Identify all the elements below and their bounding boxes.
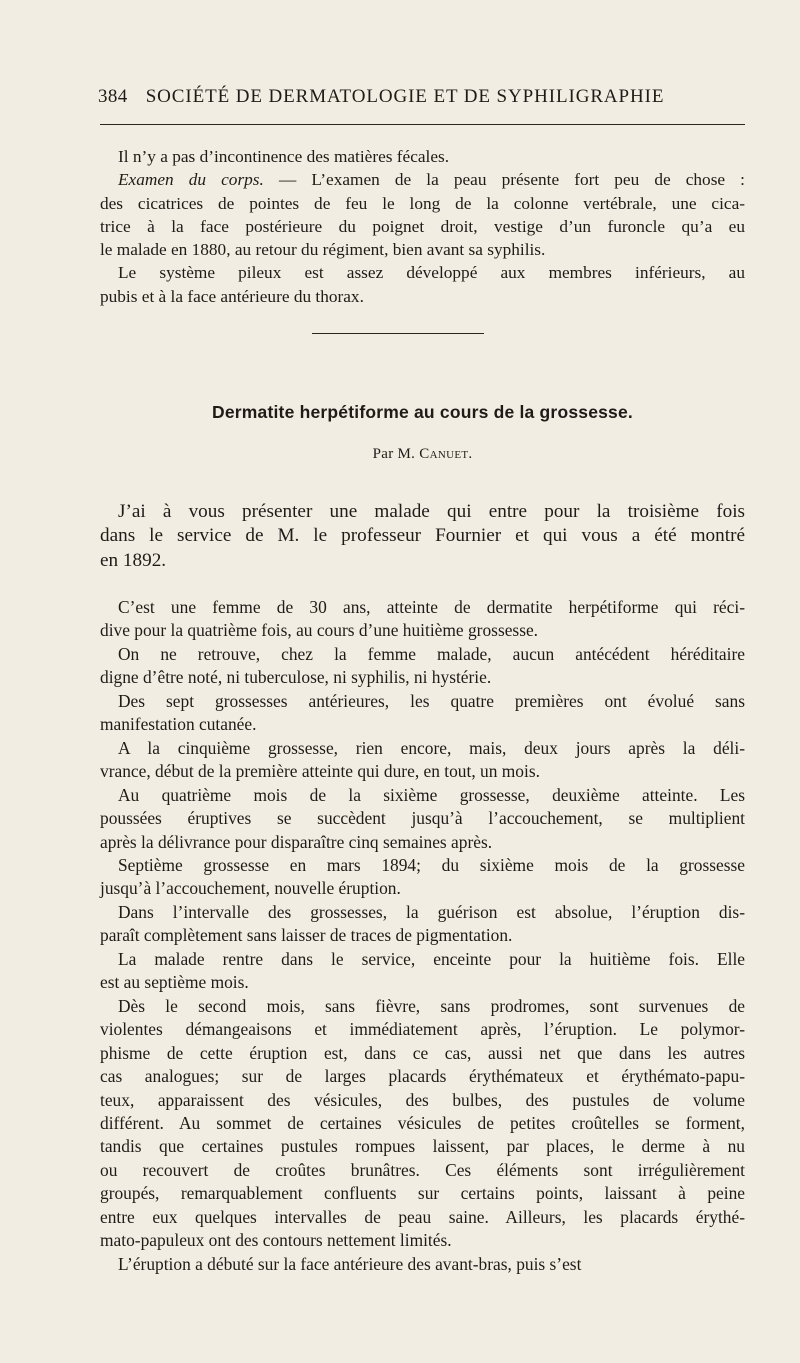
text-line: ou recouvert de croûtes brunâtres. Ces éléments sont irrégulièrement <box>100 1159 745 1180</box>
text-line: après la délivrance pour disparaître cinq semaines après. <box>100 831 493 852</box>
byline <box>100 446 745 463</box>
previous-article-text <box>100 145 745 308</box>
text-line: On ne retrouve, chez la femme malade, aucun antécédent héréditaire <box>118 643 745 664</box>
text-line: paraît complètement sans laisser de traces de pigmentation. <box>100 925 513 946</box>
article-intro <box>100 500 745 573</box>
running-head-title: SOCIÉTÉ DE DERMATOLOGIE ET DE SYPHILIGRAPHIE <box>145 86 665 107</box>
text-run: — L’examen de la peau présente fort peu de chose : <box>263 170 745 190</box>
text-line: teux, apparaissent des vésicules, des bulbes, des pustules de volume <box>100 1089 745 1110</box>
text-line: trice à la face postérieure du poignet droit, vestige d’un furoncle qu’a eu <box>100 216 745 236</box>
header-rule <box>100 124 745 125</box>
text-line: cas analogues; sur de larges placards érythémateux et érythémato-papu- <box>100 1066 745 1087</box>
text-line: vrance, début de la première atteinte qui dure, en tout, un mois. <box>100 761 540 782</box>
text-line <box>100 168 745 191</box>
byline-prefix: Par M. <box>372 446 420 462</box>
text-line: Dans l’intervalle des grossesses, la guérison est absolue, l’éruption dis- <box>118 901 745 922</box>
text-line: Septième grossesse en mars 1894; du sixième mois de la grossesse <box>118 854 745 875</box>
text-line: manifestation cutanée. <box>100 714 257 735</box>
text-line: L’éruption a débuté sur la face antérieure des avant-bras, puis s’est <box>118 1253 582 1274</box>
text-line: jusqu’à l’accouchement, nouvelle éruption. <box>100 878 401 899</box>
text-line: phisme de cette éruption est, dans ce cas, aussi net que dans les autres <box>100 1042 745 1063</box>
text-line: dive pour la quatrième fois, au cours d’une huitième grossesse. <box>100 620 539 641</box>
text-line: poussées éruptives se succèdent jusqu’à l’accouchement, se multiplient <box>100 808 745 829</box>
text-line: des cicatrices de pointes de feu le long de la colonne vertébrale, une cica- <box>100 193 745 213</box>
page-number: 384 <box>98 86 128 107</box>
text-line: en 1892. <box>100 549 167 571</box>
text-line: Au quatrième mois de la sixième grossesse, deuxième atteinte. Les <box>118 784 745 805</box>
text-line: digne d’être noté, ni tuberculose, ni syphilis, ni hystérie. <box>100 667 492 688</box>
text-line: A la cinquième grossesse, rien encore, mais, deux jours après la déli- <box>118 737 745 758</box>
text-line: Dès le second mois, sans fièvre, sans prodromes, sont survenues de <box>118 995 745 1016</box>
article-title: Dermatite herpétiforme au cours de la grossesse. <box>211 402 633 422</box>
text-line: J’ai à vous présenter une malade qui entre pour la troisième fois <box>118 501 745 522</box>
article-body <box>100 596 745 1276</box>
text-line: est au septième mois. <box>100 972 249 993</box>
text-line: violentes démangeaisons et immédiatement après, l’éruption. Le polymor- <box>100 1019 745 1040</box>
text-line: La malade rentre dans le service, enceinte pour la huitième fois. Elle <box>118 948 745 969</box>
text-line: Il n’y a pas d’incontinence des matières fécales. <box>118 147 450 166</box>
text-line: mato-papuleux ont des contours nettement limités. <box>100 1230 452 1251</box>
running-head <box>98 86 743 108</box>
byline-author: Canuet. <box>419 446 473 462</box>
text-line: différent. Au sommet de certaines vésicules de petites croûtelles se forment, <box>100 1112 745 1133</box>
text-line: C’est une femme de 30 ans, atteinte de dermatite herpétiforme qui réci- <box>118 597 745 617</box>
text-line: dans le service de M. le professeur Fournier et qui vous a été montré <box>100 525 745 547</box>
text-line: le malade en 1880, au retour du régiment, bien avant sa syphilis. <box>100 240 546 260</box>
text-line: pubis et à la face antérieure du thorax. <box>100 286 364 306</box>
text-line: Des sept grossesses antérieures, les quatre premières ont évolué sans <box>118 690 745 711</box>
section-divider <box>312 333 484 334</box>
text-line: groupés, remarquablement confluents sur certains points, laissant à peine <box>100 1183 745 1204</box>
text-line: tandis que certaines pustules rompues laissent, par places, le derme à nu <box>100 1136 745 1157</box>
italic-heading: Examen du corps. <box>118 170 264 190</box>
text-line: entre eux quelques intervalles de peau saine. Ailleurs, les placards érythé- <box>100 1206 745 1227</box>
text-line: Le système pileux est assez développé aux membres inférieurs, au <box>118 263 745 283</box>
